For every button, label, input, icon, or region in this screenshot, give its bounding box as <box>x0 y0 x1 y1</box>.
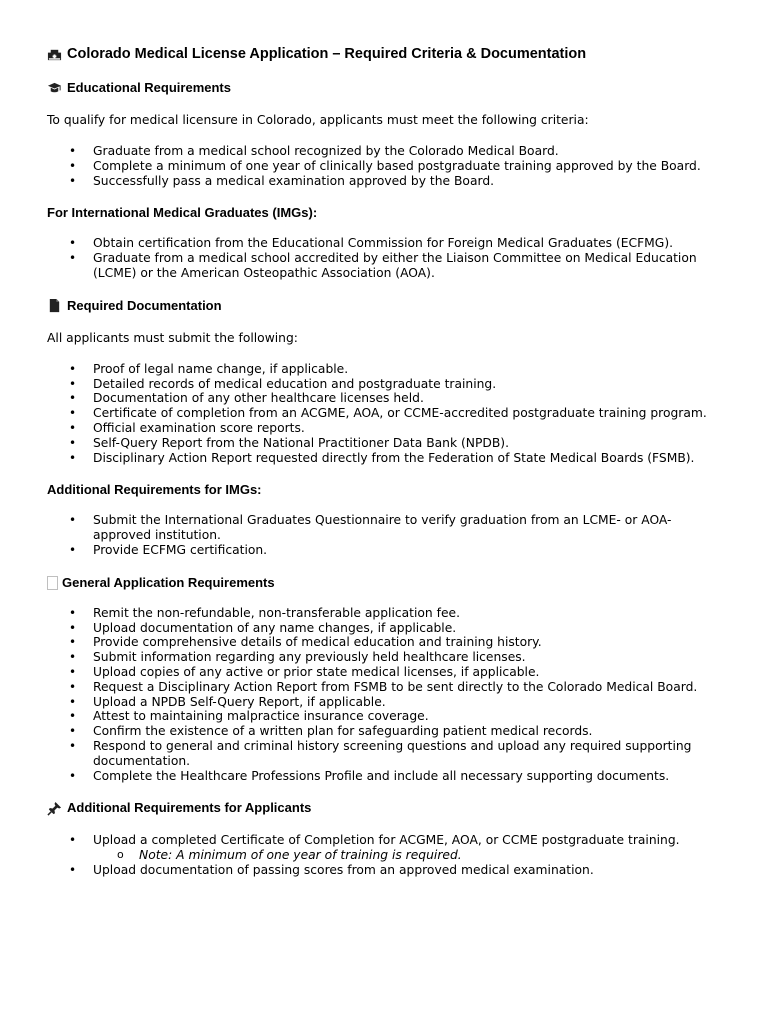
documentation-intro: All applicants must submit the following: <box>47 330 298 345</box>
list-item: • Upload documentation of any name changes, if applicable. <box>47 621 728 636</box>
list-item: • Disciplinary Action Report requested directly from the Federation of State Medical Boards (FSMB). <box>47 451 728 466</box>
list-item: • Documentation of any other healthcare licenses held. <box>47 391 728 406</box>
imgs-list <box>47 236 728 280</box>
list-item-text: Upload a completed Certificate of Completion for ACGME, AOA, or CCME postgraduate training. <box>93 833 680 848</box>
list-item: • Upload documentation of passing scores from an approved medical examination. <box>47 863 728 878</box>
list-item: • Complete a minimum of one year of clinically based postgraduate training approved by the Board. <box>47 159 728 174</box>
list-item: • Successfully pass a medical examination approved by the Board. <box>47 174 728 189</box>
list-item: • Official examination score reports. <box>47 421 728 436</box>
applicants-list <box>47 833 728 877</box>
hospital-icon <box>47 47 62 62</box>
list-item: • Complete the Healthcare Professions Profile and include all necessary supporting documents. <box>47 769 728 784</box>
img-additional-heading: Additional Requirements for IMGs: <box>47 482 262 498</box>
list-item: • Submit information regarding any previously held healthcare licenses. <box>47 650 728 665</box>
educational-heading <box>47 79 728 97</box>
list-item: • Upload a NPDB Self-Query Report, if applicable. <box>47 695 728 710</box>
list-item: • Submit the International Graduates Questionnaire to verify graduation from an LCME- or AOA-approved institution. <box>47 513 728 543</box>
list-item: • Remit the non-refundable, non-transferable application fee. <box>47 606 728 621</box>
page-title <box>47 44 728 64</box>
list-item <box>47 833 728 863</box>
list-item: • Detailed records of medical education and postgraduate training. <box>47 377 728 392</box>
list-item: • Attest to maintaining malpractice insurance coverage. <box>47 709 728 724</box>
list-item: • Request a Disciplinary Action Report from FSMB to be sent directly to the Colorado Medical Board. <box>47 680 728 695</box>
list-item: • Self-Query Report from the National Practitioner Data Bank (NPDB). <box>47 436 728 451</box>
educational-heading-text: Educational Requirements <box>67 80 231 95</box>
list-item: • Proof of legal name change, if applicable. <box>47 362 728 377</box>
applicants-heading <box>47 799 728 817</box>
documentation-heading <box>47 297 728 315</box>
educational-intro: To qualify for medical licensure in Colorado, applicants must meet the following criteria: <box>47 113 589 127</box>
graduation-cap-icon <box>47 81 62 96</box>
missing-glyph-icon <box>47 576 58 590</box>
sub-list <box>93 848 728 863</box>
general-heading <box>47 574 728 592</box>
documentation-list <box>47 362 728 466</box>
list-item: • Provide comprehensive details of medical education and training history. <box>47 635 728 650</box>
img-additional-list <box>47 513 728 557</box>
documentation-heading-text: Required Documentation <box>67 297 222 313</box>
list-item: • Certificate of completion from an ACGME, AOA, or CCME-accredited postgraduate training program. <box>47 406 728 421</box>
list-item: • Confirm the existence of a written plan for safeguarding patient medical records. <box>47 724 728 739</box>
document-icon <box>47 298 62 313</box>
general-list <box>47 606 728 784</box>
list-item: • Respond to general and criminal history screening questions and upload any required supporting documentation. <box>47 739 728 769</box>
list-item: • Upload copies of any active or prior state medical licenses, if applicable. <box>47 665 728 680</box>
page-title-text: Colorado Medical License Application – Required Criteria & Documentation <box>67 46 587 62</box>
list-item: • Provide ECFMG certification. <box>47 543 728 558</box>
list-item: • Obtain certification from the Educational Commission for Foreign Medical Graduates (ECFMG). <box>47 236 728 251</box>
pushpin-icon <box>47 801 62 816</box>
educational-list <box>47 144 728 188</box>
imgs-heading: For International Medical Graduates (IMGs): <box>47 205 318 221</box>
applicants-heading-text: Additional Requirements for Applicants <box>67 800 312 816</box>
list-item: • Graduate from a medical school accredited by either the Liaison Committee on Medical Education (LCME) or the American Osteopathic Association (AOA). <box>47 251 728 281</box>
list-item: • Graduate from a medical school recognized by the Colorado Medical Board. <box>47 144 728 159</box>
general-heading-text: General Application Requirements <box>62 574 275 590</box>
sub-list-item: o Note: A minimum of one year of training is required. <box>93 848 728 863</box>
